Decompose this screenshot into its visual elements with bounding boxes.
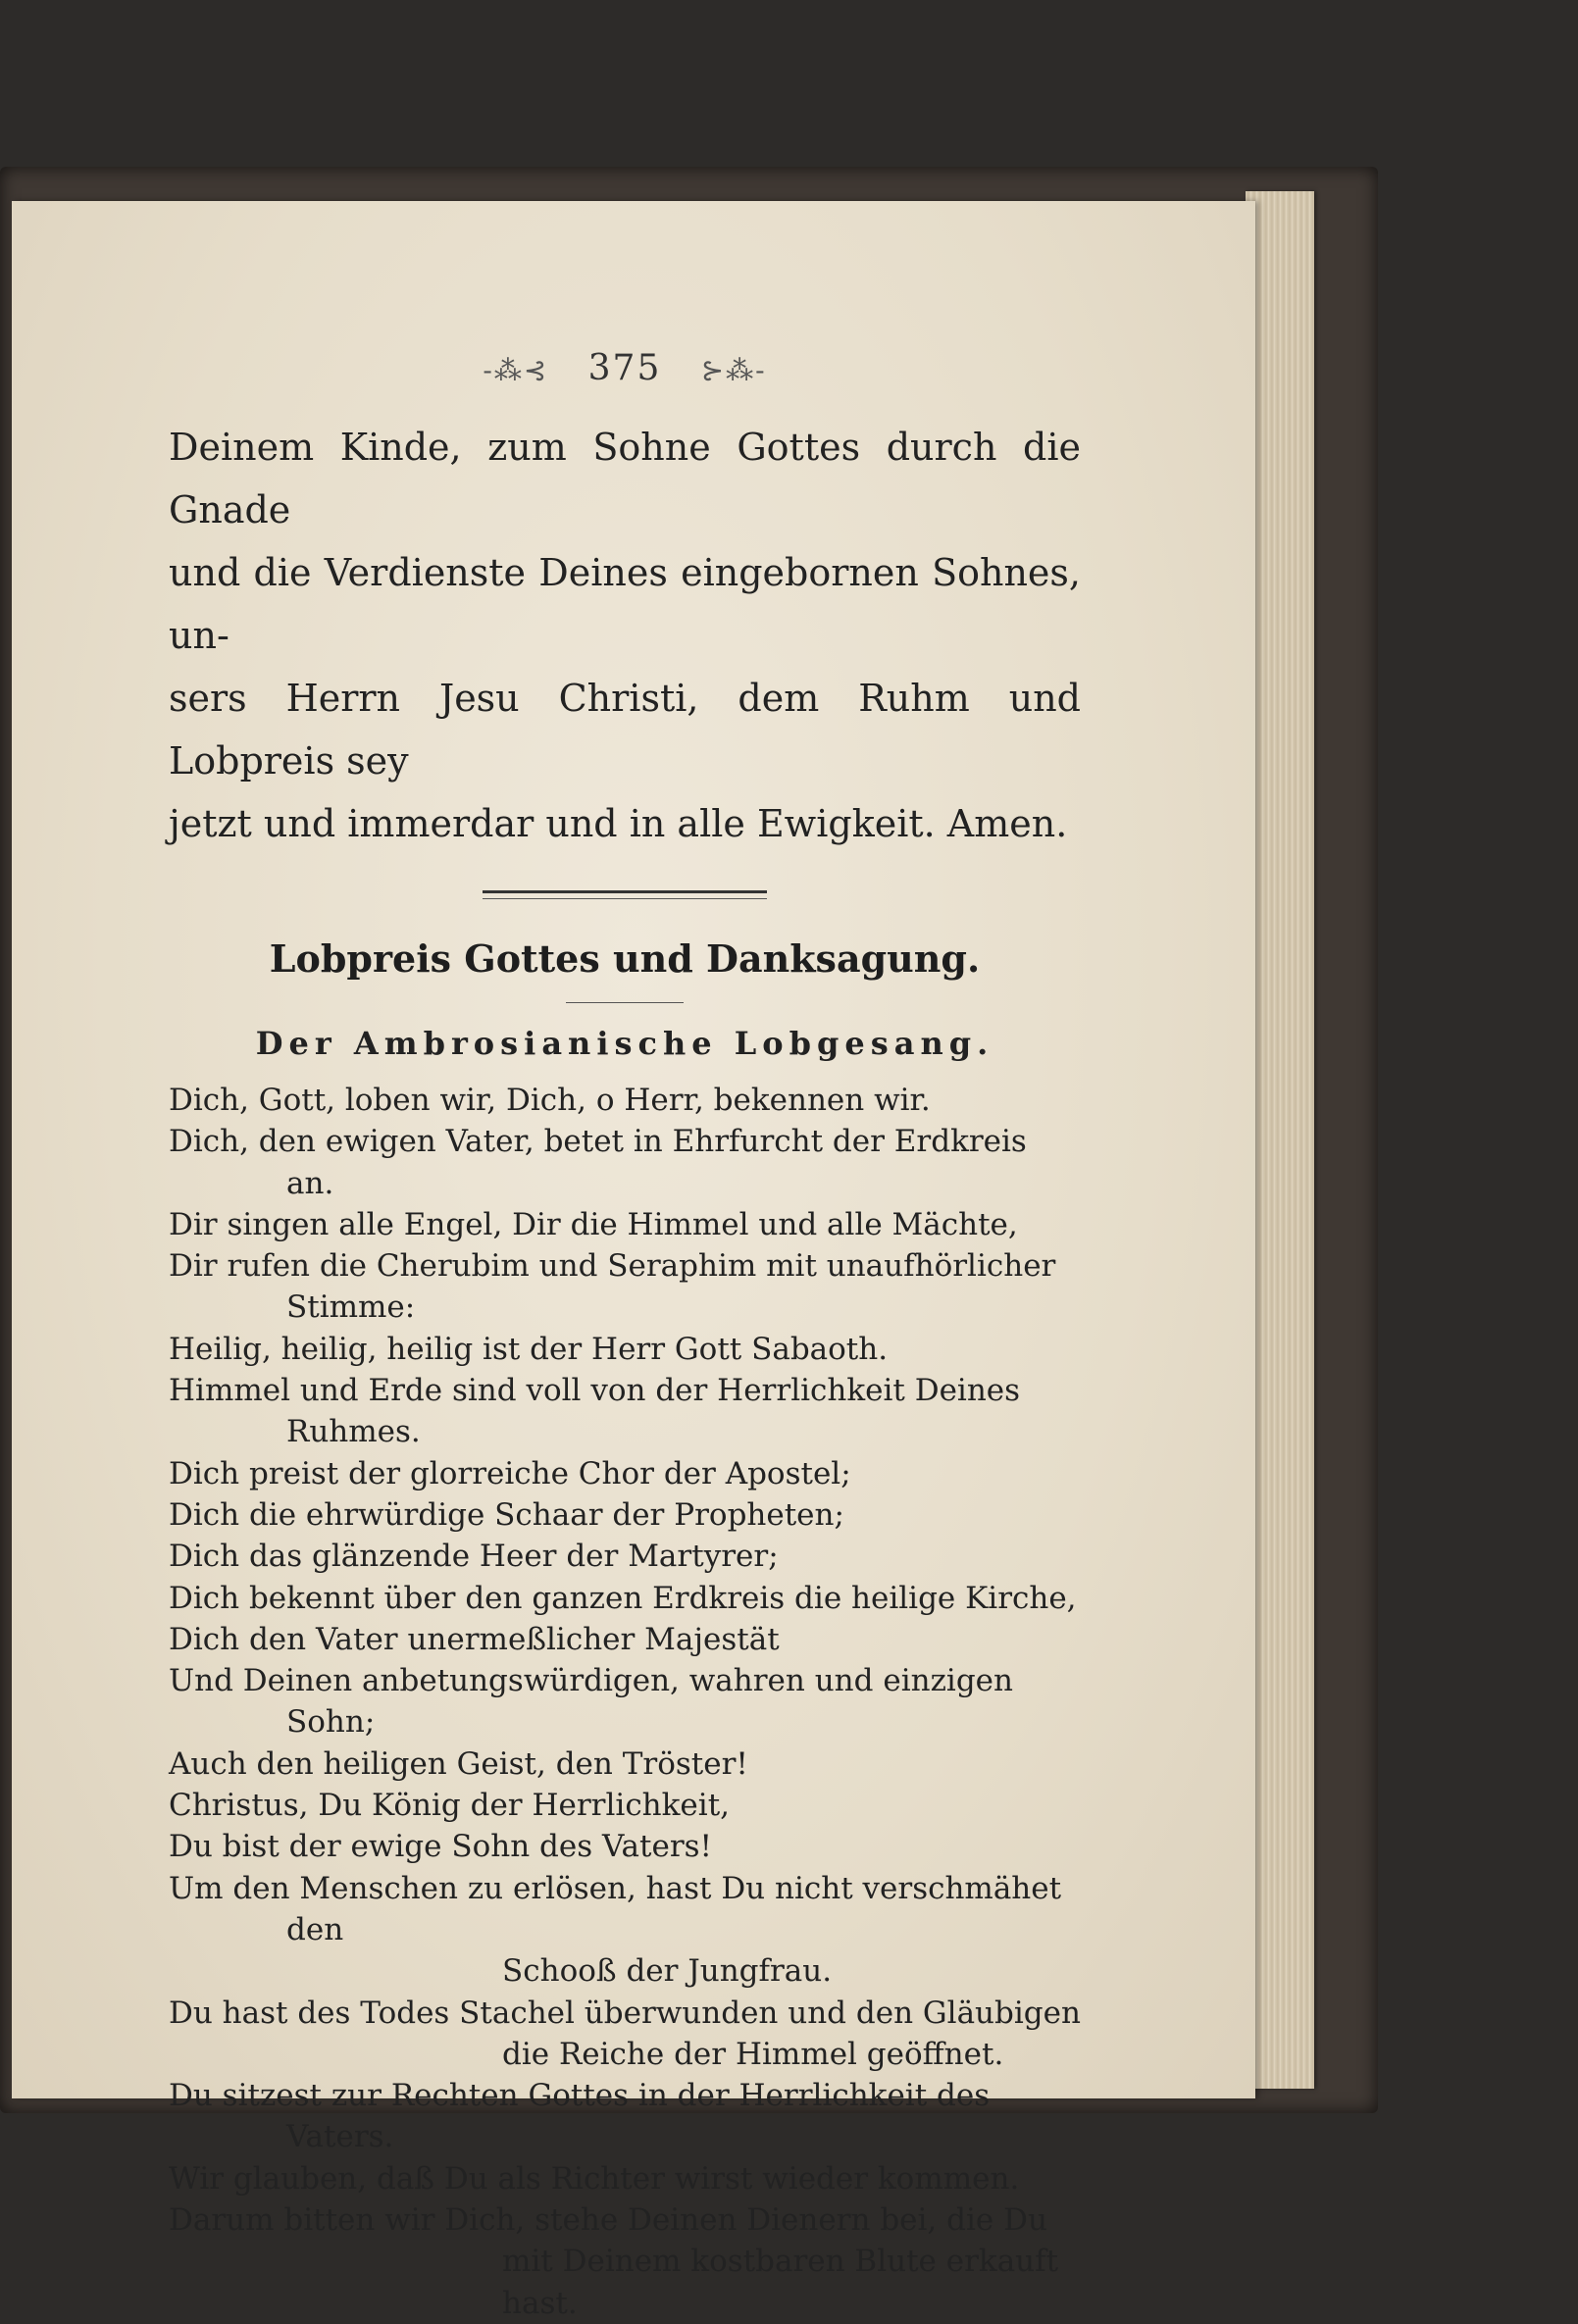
hymn-line [169,1204,1081,1245]
book-page [12,201,1255,2321]
hymn-line-text: Dich preist der glorreiche Chor der Apostel; [169,1455,851,1491]
prayer-line: sers Herrn Jesu Christi, dem Ruhm und Lobpreis sey [169,677,1081,783]
hymn-line [169,1370,1081,1453]
hymn-line-text: Wir glauben, daß Du als Richter wirst wieder kommen. [169,2160,1020,2197]
hymn-line-text: Himmel und Erde sind voll von der Herrlichkeit Deines Ruhmes. [169,1373,1021,1450]
hymn-line-continuation: mit Deinem kostbaren Blute erkauft hast. [502,2244,1059,2321]
hymn-line [169,1826,1081,1867]
hymn-line-continuation: Schooß der Jungfrau. [502,1953,833,1990]
ornament-left-icon: -⁂⊰ [483,354,549,386]
hymn-line-text: Christus, Du König der Herrlichkeit, [169,1788,731,1824]
hymn-line-text: Darum bitten wir Dich, stehe Deinen Dienern bei, die Du [169,2202,1047,2239]
hymn-line [169,1080,1081,1121]
hymn-line-text: Dich den Vater unermeßlicher Majestät [169,1621,780,1657]
prayer-line: Deinem Kinde, zum Sohne Gottes durch die Gnade [169,426,1081,531]
hymn-line-text: Du hast des Todes Stachel überwunden und den Gläubigen [169,1995,1081,2031]
page-edges [1246,191,1314,2089]
hymn-line-text: Um den Menschen zu erlösen, hast Du nicht verschmähet den [169,1870,1062,1947]
hymn-line [169,1536,1081,1577]
double-rule-divider [483,890,767,899]
hymn-line-continuation: die Reiche der Himmel geöffnet. [502,2036,1004,2072]
page-number: 375 [587,348,662,388]
hymn-line-text: Dich, den ewigen Vater, betet in Ehrfurcht der Erdkreis an. [169,1124,1027,1201]
section-title: Lobpreis Gottes und Danksagung. [269,936,981,981]
hymn-line [169,2199,1081,2324]
hymn-lines [169,1080,1081,2324]
short-divider [566,1002,684,1003]
hymn-line-text: Du sitzest zur Rechten Gottes in der Herrlichkeit des Vaters. [169,2078,991,2155]
hymn-line-text: Dich, Gott, loben wir, Dich, o Herr, bekennen wir. [169,1083,931,1118]
hymn-title: Der Ambrosianische Lobgesang. [255,1025,994,1062]
hymn-line [169,1660,1081,1743]
ornament-right-icon: ⊱⁂- [700,354,767,386]
hymn-line [169,1578,1081,1619]
hymn-line [169,1121,1081,1204]
page-content [169,348,1081,2324]
hymn-line [169,1868,1081,1993]
hymn-line [169,1329,1081,1370]
hymn-line-text: Dich die ehrwürdige Schaar der Propheten; [169,1496,844,1533]
hymn-line [169,1494,1081,1536]
rule-thick [483,890,767,893]
prayer-line: jetzt und immerdar und in alle Ewigkeit. Amen. [169,802,1068,845]
page-header [169,348,1081,388]
hymn-line [169,1993,1081,2076]
hymn-line-text: Heilig, heilig, heilig ist der Herr Gott Sabaoth. [169,1331,889,1367]
hymn-line [169,1619,1081,1660]
hymn-line-text: Dich bekennt über den ganzen Erdkreis die heilige Kirche, [169,1580,1077,1616]
prayer-continuation [169,416,1081,855]
hymn-line [169,2075,1081,2158]
rule-thin [483,898,767,899]
hymn-line [169,1743,1081,1785]
hymn-line [169,2158,1081,2199]
hymn-line-text: Dich das glänzende Heer der Martyrer; [169,1539,779,1575]
hymn-line [169,1245,1081,1329]
hymn-line-text: Du bist der ewige Sohn des Vaters! [169,1829,713,1865]
hymn-line-text: Dir rufen die Cherubim und Seraphim mit unaufhörlicher Stimme: [169,1248,1056,1326]
hymn-line [169,1453,1081,1494]
hymn-line-text: Auch den heiligen Geist, den Tröster! [169,1745,748,1782]
hymn-line-text: Dir singen alle Engel, Dir die Himmel und alle Mächte, [169,1206,1018,1242]
hymn-line [169,1785,1081,1826]
prayer-line: und die Verdienste Deines eingebornen Sohnes, un- [169,551,1081,657]
hymn-line-text: Und Deinen anbetungswürdigen, wahren und einzigen Sohn; [169,1663,1013,1741]
